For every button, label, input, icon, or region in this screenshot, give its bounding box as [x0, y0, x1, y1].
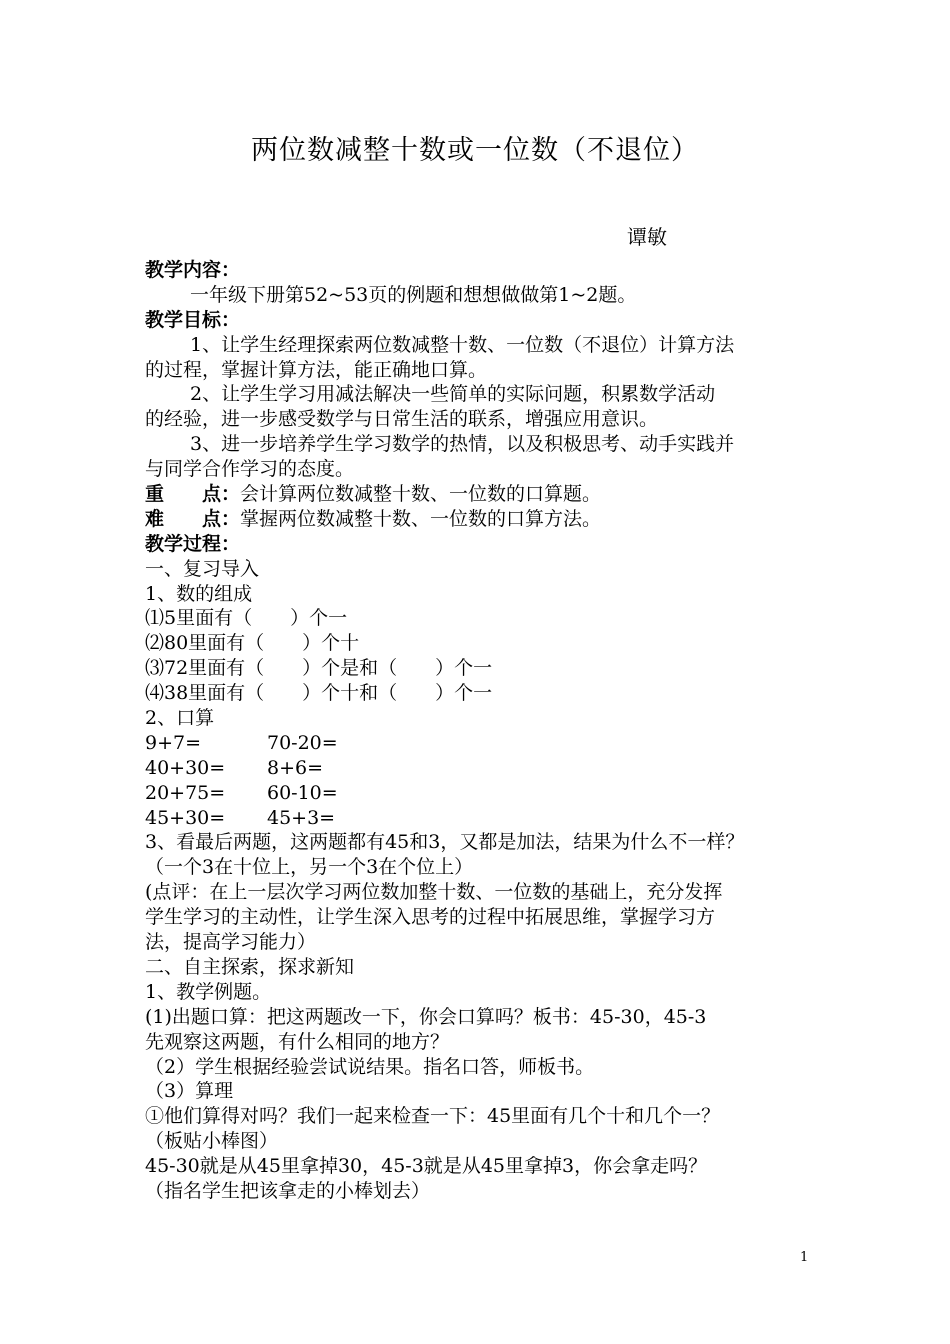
step-3-line-1: 3、看最后两题，这两题都有45和3，又都是加法，结果为什么不一样？	[145, 831, 745, 854]
calc-left: 20+75=	[145, 781, 226, 804]
calc-row	[145, 756, 825, 781]
key-point	[145, 482, 825, 507]
question-2: ⑵80里面有（ ）个十	[145, 632, 360, 655]
content-heading: 教学内容：	[145, 259, 241, 281]
goals-heading: 教学目标：	[145, 308, 241, 331]
calc-right: 70-20=	[267, 731, 338, 754]
calc-left: 40+30=	[145, 756, 226, 779]
goal-1-line-2: 的过程，掌握计算方法，能正确地口算。	[145, 358, 488, 381]
page-number: 1	[800, 1250, 809, 1265]
question-3: ⑶72里面有（ ）个是和（ ）个一	[145, 657, 493, 680]
calc-left: 45+30=	[145, 806, 226, 829]
calc-right: 60-10=	[267, 781, 338, 804]
calc-right: 45+3=	[267, 806, 336, 829]
difficult-point-label: 难 点：	[145, 507, 241, 530]
calc-right: 8+6=	[267, 756, 324, 779]
goal-1-line-1: 1、让学生经理探索两位数减整十数、一位数（不退位）计算方法	[190, 333, 735, 356]
calc-left: 9+7=	[145, 731, 202, 754]
content-text: 一年级下册第52~53页的例题和想想做做第1~2题。	[190, 283, 637, 306]
key-point-text: 会计算两位数减整十数、一位数的口算题。	[240, 483, 602, 506]
example-heading: 1、教学例题。	[145, 980, 272, 1003]
author-name: 谭敏	[627, 225, 667, 249]
goal-3-line-2: 与同学合作学习的态度。	[145, 458, 355, 481]
example-step-3: （3）算理	[145, 1080, 234, 1103]
comment-line-2: 学生学习的主动性，让学生深入思考的过程中拓展思维，掌握学习方	[145, 906, 716, 929]
calc-row	[145, 806, 825, 831]
example-step-1-line-1: (1)出题口算：把这两题改一下，你会口算吗？板书：45-30，45-3	[145, 1005, 707, 1028]
part-2-heading: 二、自主探索，探求新知	[145, 955, 355, 978]
step-3-line-2: （一个3在十位上，另一个3在个位上）	[145, 856, 474, 879]
goal-3-line-1: 3、进一步培养学生学习数学的热情，以及积极思考、动手实践并	[190, 433, 735, 456]
reasoning-line-4: （指名学生把该拿走的小棒划去）	[145, 1179, 431, 1202]
reasoning-line-3: 45-30就是从45里拿掉30，45-3就是从45里拿掉3，你会拿走吗？	[145, 1155, 708, 1178]
step-2-heading: 2、口算	[145, 707, 215, 730]
goal-2-line-1: 2、让学生学习用减法解决一些简单的实际问题，积累数学活动	[190, 383, 716, 406]
question-1: ⑴5里面有（ ）个一	[145, 607, 348, 630]
reasoning-line-2: （板贴小棒图）	[145, 1130, 279, 1153]
step-1-heading: 1、数的组成	[145, 582, 253, 605]
document-body	[145, 258, 825, 1204]
example-step-1-line-2: 先观察这两题，有什么相同的地方？	[145, 1030, 450, 1053]
difficult-point	[145, 507, 825, 532]
calc-row	[145, 731, 825, 756]
page-title: 两位数减整十数或一位数（不退位）	[251, 135, 699, 166]
part-1-heading: 一、复习导入	[145, 557, 260, 580]
process-heading: 教学过程：	[145, 532, 241, 555]
difficult-point-text: 掌握两位数减整十数、一位数的口算方法。	[240, 507, 602, 530]
comment-line-1: (点评：在上一层次学习两位数加整十数、一位数的基础上，充分发挥	[145, 881, 723, 904]
example-step-2: （2）学生根据经验尝试说结果。指名口答，师板书。	[145, 1055, 595, 1078]
key-point-label: 重 点：	[145, 483, 241, 506]
calc-row	[145, 781, 825, 806]
question-4: ⑷38里面有（ ）个十和（ ）个一	[145, 682, 493, 705]
comment-line-3: 法，提高学习能力）	[145, 931, 317, 954]
goal-2-line-2: 的经验，进一步感受数学与日常生活的联系，增强应用意识。	[145, 408, 659, 431]
reasoning-line-1: ①他们算得对吗？我们一起来检查一下：45里面有几个十和几个一？	[145, 1105, 721, 1128]
